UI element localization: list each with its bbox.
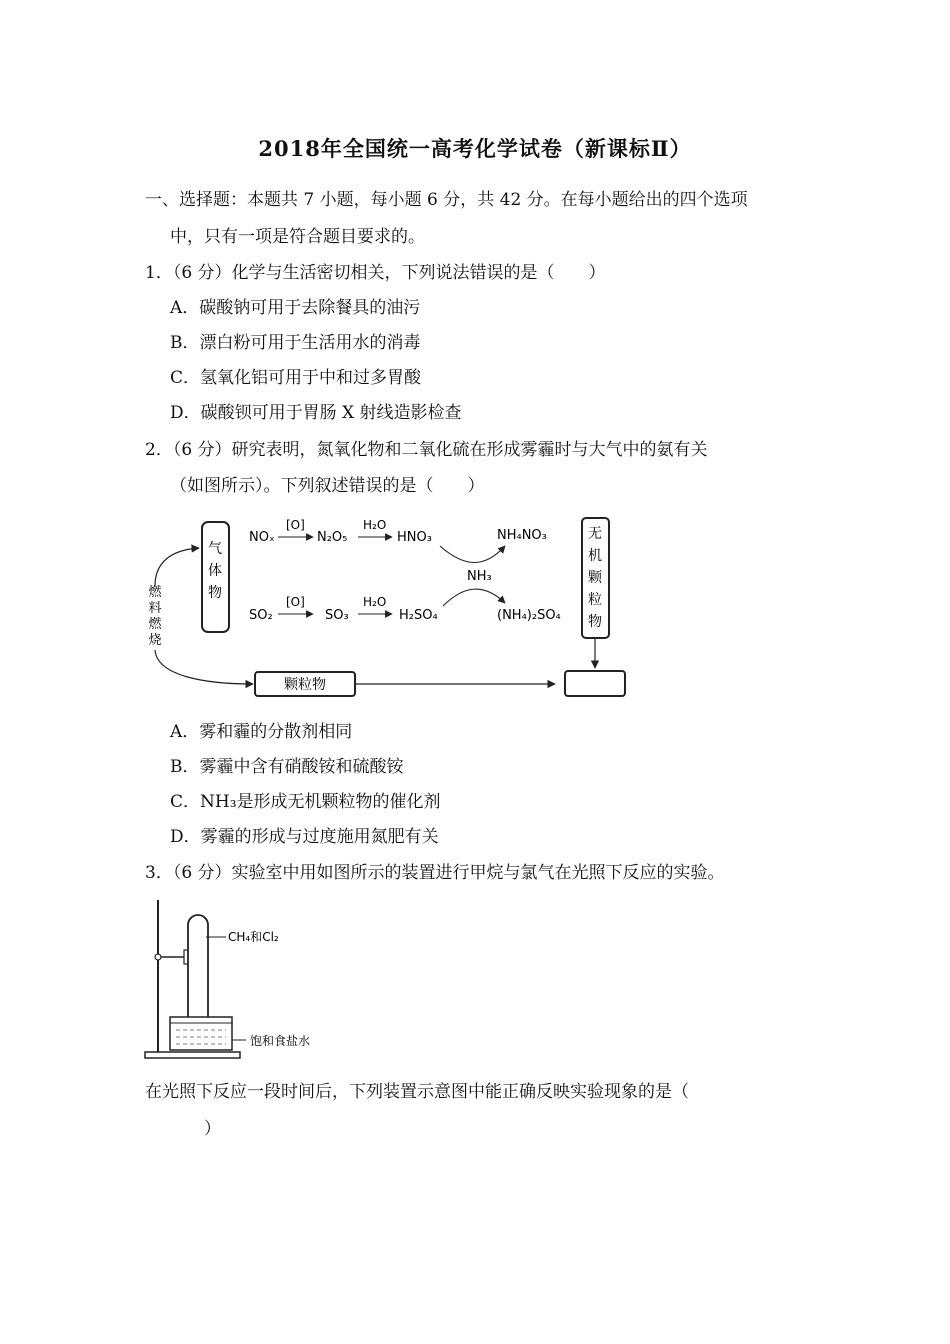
gas-box-char-1: 气 (208, 541, 222, 557)
saturated-brine-label: 饱和食盐水 (250, 1034, 311, 1048)
row1-species-1: NOₓ (249, 530, 275, 545)
question-2-option-d: D．雾霾的形成与过度施用氮肥有关 (170, 827, 439, 847)
question-3-stem: 3．（6 分）实验室中用如图所示的装置进行甲烷与氯气在光照下反应的实验。 (145, 863, 725, 883)
page-title: 2018年全国统一高考化学试卷（新课标Ⅱ） (258, 136, 692, 161)
ammonia-label: NH₃ (467, 569, 492, 584)
question-1-stem: 1．（6 分）化学与生活密切相关，下列说法错误的是（ ） (145, 263, 606, 283)
gas-box-char-3: 物 (208, 585, 222, 601)
row1-species-4: NH₄NO₃ (497, 528, 547, 543)
haze-formation-diagram (145, 508, 630, 703)
row1-oxidant: [O] (286, 518, 305, 532)
methane-chlorine-apparatus (140, 895, 340, 1065)
svg-text:无: 无 (588, 526, 602, 542)
row2-water: H₂O (363, 595, 387, 609)
row1-species-3: HNO₃ (397, 530, 432, 545)
question-2-option-c: C．NH₃是形成无机颗粒物的催化剂 (170, 792, 441, 812)
fuel-label-char-1: 燃 (148, 585, 162, 600)
question-2-option-b: B．雾霾中含有硝酸铵和硫酸铵 (170, 757, 404, 777)
svg-text:物: 物 (588, 614, 602, 630)
gas-box-char-2: 体 (208, 563, 222, 579)
row2-species-3: H₂SO₄ (399, 608, 438, 623)
row2-species-1: SO₂ (249, 608, 273, 623)
svg-text:料: 料 (148, 601, 162, 616)
row2-species-4: (NH₄)₂SO₄ (497, 608, 561, 623)
svg-text:烧: 烧 (148, 633, 162, 648)
section-instruction-line2: 中，只有一项是符合题目要求的。 (170, 227, 425, 247)
haze-box (565, 671, 625, 696)
section-instruction-line1: 一、选择题：本题共 7 小题，每小题 6 分，共 42 分。在每小题给出的四个选项 (145, 190, 748, 210)
row2-species-2: SO₃ (325, 608, 349, 623)
question-2-stem-line1: 2．（6 分）研究表明，氮氧化物和二氧化硫在形成雾霾时与大气中的氨有关 (145, 440, 708, 460)
question-2-stem-line2: （如图所示）。下列叙述错误的是（ ） (170, 476, 485, 496)
question-1-option-c: C．氢氧化铝可用于中和过多胃酸 (170, 368, 422, 388)
row1-water: H₂O (363, 518, 387, 532)
svg-text:颗: 颗 (588, 570, 602, 586)
question-1-option-d: D．碳酸钡可用于胃肠 X 射线造影检查 (170, 403, 462, 423)
svg-text:燃: 燃 (148, 617, 162, 632)
svg-text:机: 机 (588, 548, 602, 564)
row1-species-2: N₂O₅ (317, 530, 348, 545)
question-2-option-a: A．雾和霾的分散剂相同 (170, 722, 353, 742)
question-3-follow-line1: 在光照下反应一段时间后，下列装置示意图中能正确反映实验现象的是（ (145, 1082, 689, 1102)
svg-text:粒: 粒 (588, 592, 602, 608)
question-1-option-a: A．碳酸钠可用于去除餐具的油污 (170, 298, 421, 318)
particle-box-label: 颗粒物 (284, 677, 326, 693)
question-3-follow-line2: ） (170, 1119, 221, 1139)
gas-mixture-label: CH₄和Cl₂ (228, 930, 279, 944)
question-1-option-b: B．漂白粉可用于生活用水的消毒 (170, 333, 421, 353)
row2-oxidant: [O] (286, 595, 305, 609)
